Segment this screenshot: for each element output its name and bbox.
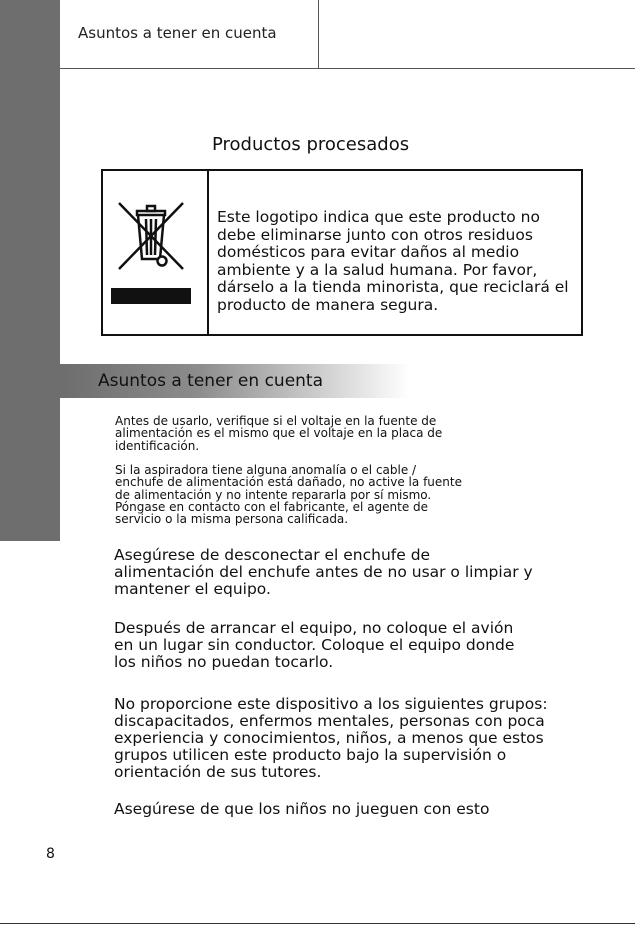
recycle-notice-box — [101, 169, 583, 336]
page-number: 8 — [46, 846, 55, 862]
section-banner — [60, 364, 410, 398]
logo-black-bar — [111, 288, 191, 304]
crossed-out-wheelie-bin-icon — [113, 197, 189, 273]
header-title: Asuntos a tener en cuenta — [78, 24, 277, 42]
side-bar — [0, 0, 60, 541]
footer-line — [0, 923, 635, 924]
banner-title: Asuntos a tener en cuenta — [98, 371, 324, 391]
note-unplug: Asegúrese de desconectar el enchufe de alimentación del enchufe antes de no usar o limpiar y mantener el equipo. — [114, 546, 533, 598]
note-placement: Después de arrancar el equipo, no coloque el avión en un lugar sin conductor. Coloque el equipo donde los niños no puedan tocarlo. — [114, 619, 515, 671]
section-title: Productos procesados — [212, 134, 410, 155]
note-groups: No proporcione este dispositivo a los siguientes grupos: discapacitados, enfermos mentales, personas con poca experiencia y conocimientos, niños, a menos que estos grupos utilicen este producto bajo la supervisión o orientación de sus tutores. — [114, 695, 548, 781]
note-children: Asegúrese de que los niños no jueguen con esto — [114, 800, 490, 818]
header-divider-vertical — [318, 0, 319, 68]
header-divider-horizontal — [60, 68, 635, 69]
note-anomaly: Si la aspiradora tiene alguna anomalía o el cable / enchufe de alimentación está dañado, no active la fuente de alimentación y no intente repararla por sí mismo. Póngase en contacto con el fabricante, el agente de servicio o la misma persona calificada. — [115, 463, 462, 527]
recycle-logo-cell — [103, 171, 209, 334]
note-voltage: Antes de usarlo, verifique si el voltaje en la fuente de alimentación es el mismo que el voltaje en la placa de identificación. — [115, 414, 443, 453]
recycle-text: Este logotipo indica que este producto no debe eliminarse junto con otros residuos domésticos para evitar daños al medio ambiente y a la salud humana. Por favor, dárselo a la tienda minorista, que reciclará el producto de manera segura. — [217, 208, 569, 314]
